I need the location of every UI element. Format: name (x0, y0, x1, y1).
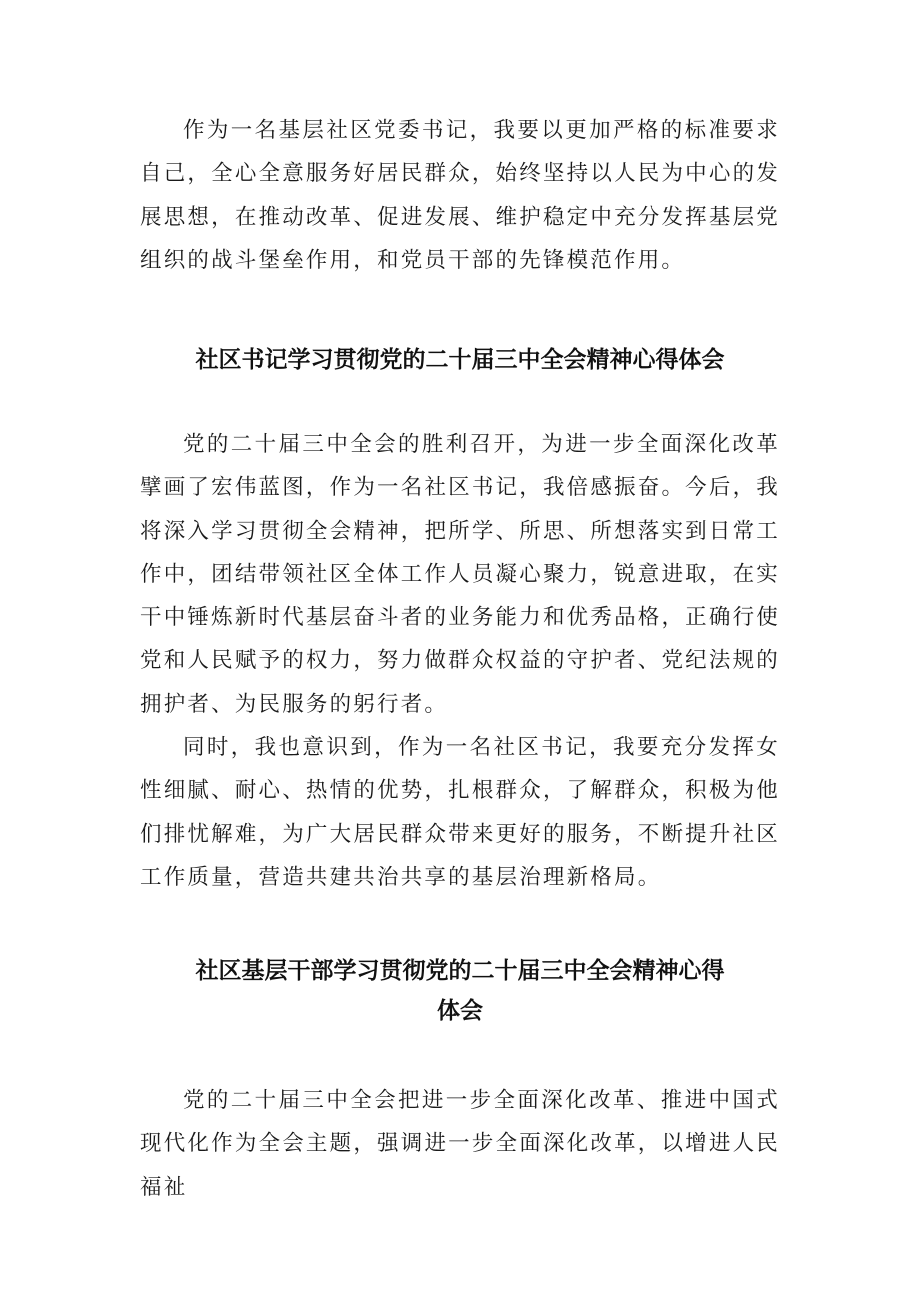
section-heading-2-line-1: 社区基层干部学习贯彻党的二十届三中全会精神心得 (195, 958, 725, 984)
section-heading-2-line-2: 体会 (437, 998, 483, 1024)
section-heading-1: 社区书记学习贯彻党的二十届三中全会精神心得体会 (195, 347, 725, 373)
paragraph-4: 党的二十届三中全会把进一步全面深化改革、推进中国式现代化作为全会主题，强调进一步全面深化改革，以增进人民福祉 (140, 1088, 780, 1200)
body-section-1 (140, 109, 780, 282)
heading-section-2 (140, 951, 780, 1031)
body-section-2 (140, 423, 780, 899)
paragraph-3: 同时，我也意识到，作为一名社区书记，我要充分发挥女性细腻、耐心、热情的优势，扎根群众，了解群众，积极为他们排忧解难，为广大居民群众带来更好的服务，不断提升社区工作质量，营造共建共治共享的基层治理新格局。 (140, 735, 780, 890)
heading-section-1 (140, 340, 780, 380)
body-section-3 (140, 1079, 780, 1209)
paragraph-2: 党的二十届三中全会的胜利召开，为进一步全面深化改革擘画了宏伟蓝图，作为一名社区书记，我倍感振奋。今后，我将深入学习贯彻全会精神，把所学、所思、所想落实到日常工作中，团结带领社区全体工作人员凝心聚力，锐意进取，在实干中锤炼新时代基层奋斗者的业务能力和优秀品格，正确行使党和人民赋予的权力，努力做群众权益的守护者、党纪法规的拥护者、为民服务的躬行者。 (140, 432, 780, 717)
paragraph-1: 作为一名基层社区党委书记，我要以更加严格的标准要求自己，全心全意服务好居民群众，始终坚持以人民为中心的发展思想，在推动改革、促进发展、维护稳定中充分发挥基层党组织的战斗堡垒作用，和党员干部的先锋模范作用。 (140, 118, 780, 273)
section-heading-2 (140, 951, 780, 1031)
